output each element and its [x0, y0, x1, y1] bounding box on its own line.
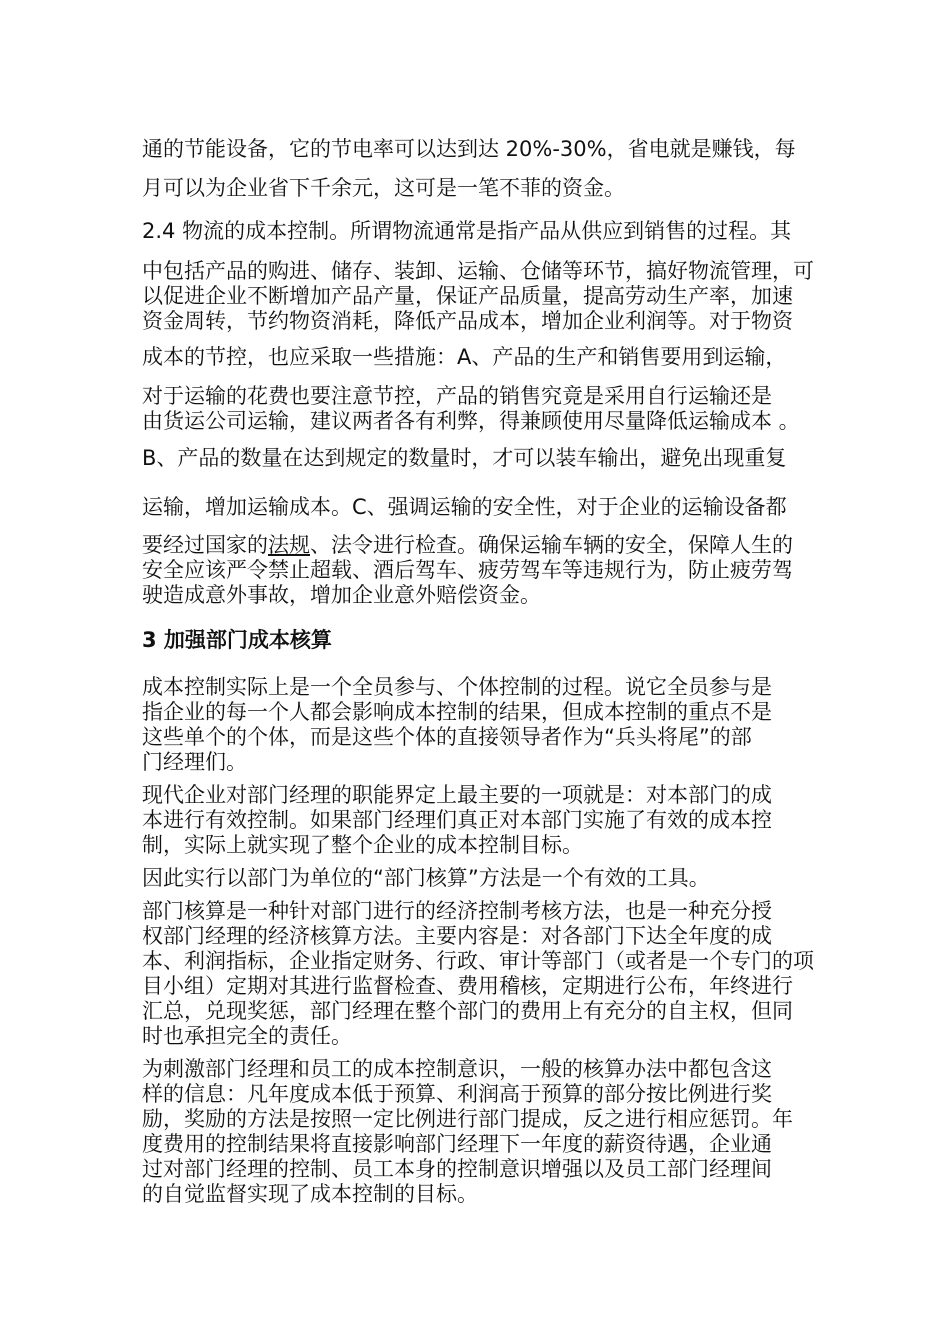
paragraph-line: 部门核算是一种针对部门进行的经济控制考核方法，也是一种充分授	[142, 899, 772, 923]
paragraph-line: 汇总，兑现奖惩，部门经理在整个部门的费用上有充分的自主权，但同	[142, 999, 793, 1023]
line-text: 、法令进行检查。确保运输车辆的安全，保障人生的	[310, 533, 793, 557]
paragraph-line: 安全应该严令禁止超载、酒后驾车、疲劳驾车等违规行为，防止疲劳驾	[142, 558, 793, 582]
paragraph-line: 成本控制实际上是一个全员参与、个体控制的过程。说它全员参与是	[142, 675, 772, 699]
paragraph-line: 时也承担完全的责任。	[142, 1024, 352, 1048]
paragraph-line: 运输，增加运输成本。C、强调运输的安全性，对于企业的运输设备都	[142, 495, 787, 519]
paragraph-line: 由货运公司运输，建议两者各有利弊，得兼顾使用尽量降低运输成本 。	[142, 409, 800, 433]
paragraph-line: 现代企业对部门经理的职能界定上最主要的一项就是：对本部门的成	[142, 783, 772, 807]
paragraph-line: 对于运输的花费也要注意节控，产品的销售究竟是采用自行运输还是	[142, 384, 772, 408]
paragraph-line: 励，奖励的方法是按照一定比例进行部门提成，反之进行相应惩罚。年	[142, 1107, 793, 1131]
paragraph-line: 驶造成意外事故，增加企业意外赔偿资金。	[142, 583, 541, 607]
paragraph-line: 中包括产品的购进、储存、装卸、运输、仓储等环节，搞好物流管理，可	[142, 259, 814, 283]
paragraph-line: 权部门经理的经济核算方法。主要内容是：对各部门下达全年度的成	[142, 924, 772, 948]
paragraph-line: 过对部门经理的控制、员工本身的控制意识增强以及员工部门经理间	[142, 1157, 772, 1181]
paragraph-line: B、产品的数量在达到规定的数量时，才可以装车输出，避免出现重复	[142, 446, 787, 470]
paragraph-line: 的自觉监督实现了成本控制的目标。	[142, 1182, 478, 1206]
paragraph-line: 制，实际上就实现了整个企业的成本控制目标。	[142, 833, 583, 857]
paragraph-line: 成本的节控，也应采取一些措施：A、产品的生产和销售要用到运输，	[142, 345, 787, 369]
line-text: 要经过国家的	[142, 533, 268, 557]
paragraph-line: 本进行有效控制。如果部门经理们真正对本部门实施了有效的成本控	[142, 808, 772, 832]
paragraph-line: 这些单个的个体，而是这些个体的直接领导者作为“兵头将尾”的部	[142, 725, 752, 749]
paragraph-line: 样的信息：凡年度成本低于预算、利润高于预算的部分按比例进行奖	[142, 1082, 772, 1106]
paragraph-line: 为刺激部门经理和员工的成本控制意识，一般的核算办法中都包含这	[142, 1057, 772, 1081]
paragraph-line: 指企业的每一个人都会影响成本控制的结果，但成本控制的重点不是	[142, 700, 772, 724]
paragraph-line: 本、利润指标，企业指定财务、行政、审计等部门（或者是一个专门的项	[142, 949, 814, 973]
paragraph-line: 以促进企业不断增加产品产量，保证产品质量，提高劳动生产率，加速	[142, 284, 793, 308]
paragraph-line: 目小组）定期对其进行监督检查、费用稽核，定期进行公布，年终进行	[142, 974, 793, 998]
paragraph-line: 月可以为企业省下千余元，这可是一笔不菲的资金。	[142, 176, 625, 200]
paragraph-line: 2.4 物流的成本控制。所谓物流通常是指产品从供应到销售的过程。其	[142, 219, 792, 243]
paragraph-line: 资金周转，节约物资消耗，降低产品成本，增加企业利润等。对于物资	[142, 309, 793, 333]
paragraph-line: 因此实行以部门为单位的“部门核算”方法是一个有效的工具。	[142, 866, 710, 890]
section-heading: 3 加强部门成本核算	[142, 628, 332, 652]
regulation-link[interactable]: 法规	[268, 533, 310, 557]
paragraph-line: 门经理们。	[142, 750, 247, 774]
paragraph-line: 度费用的控制结果将直接影响部门经理下一年度的薪资待遇，企业通	[142, 1132, 772, 1156]
paragraph-line: 通的节能设备，它的节电率可以达到达 20%-30%，省电就是赚钱，每	[142, 137, 796, 161]
paragraph-line	[142, 532, 793, 558]
